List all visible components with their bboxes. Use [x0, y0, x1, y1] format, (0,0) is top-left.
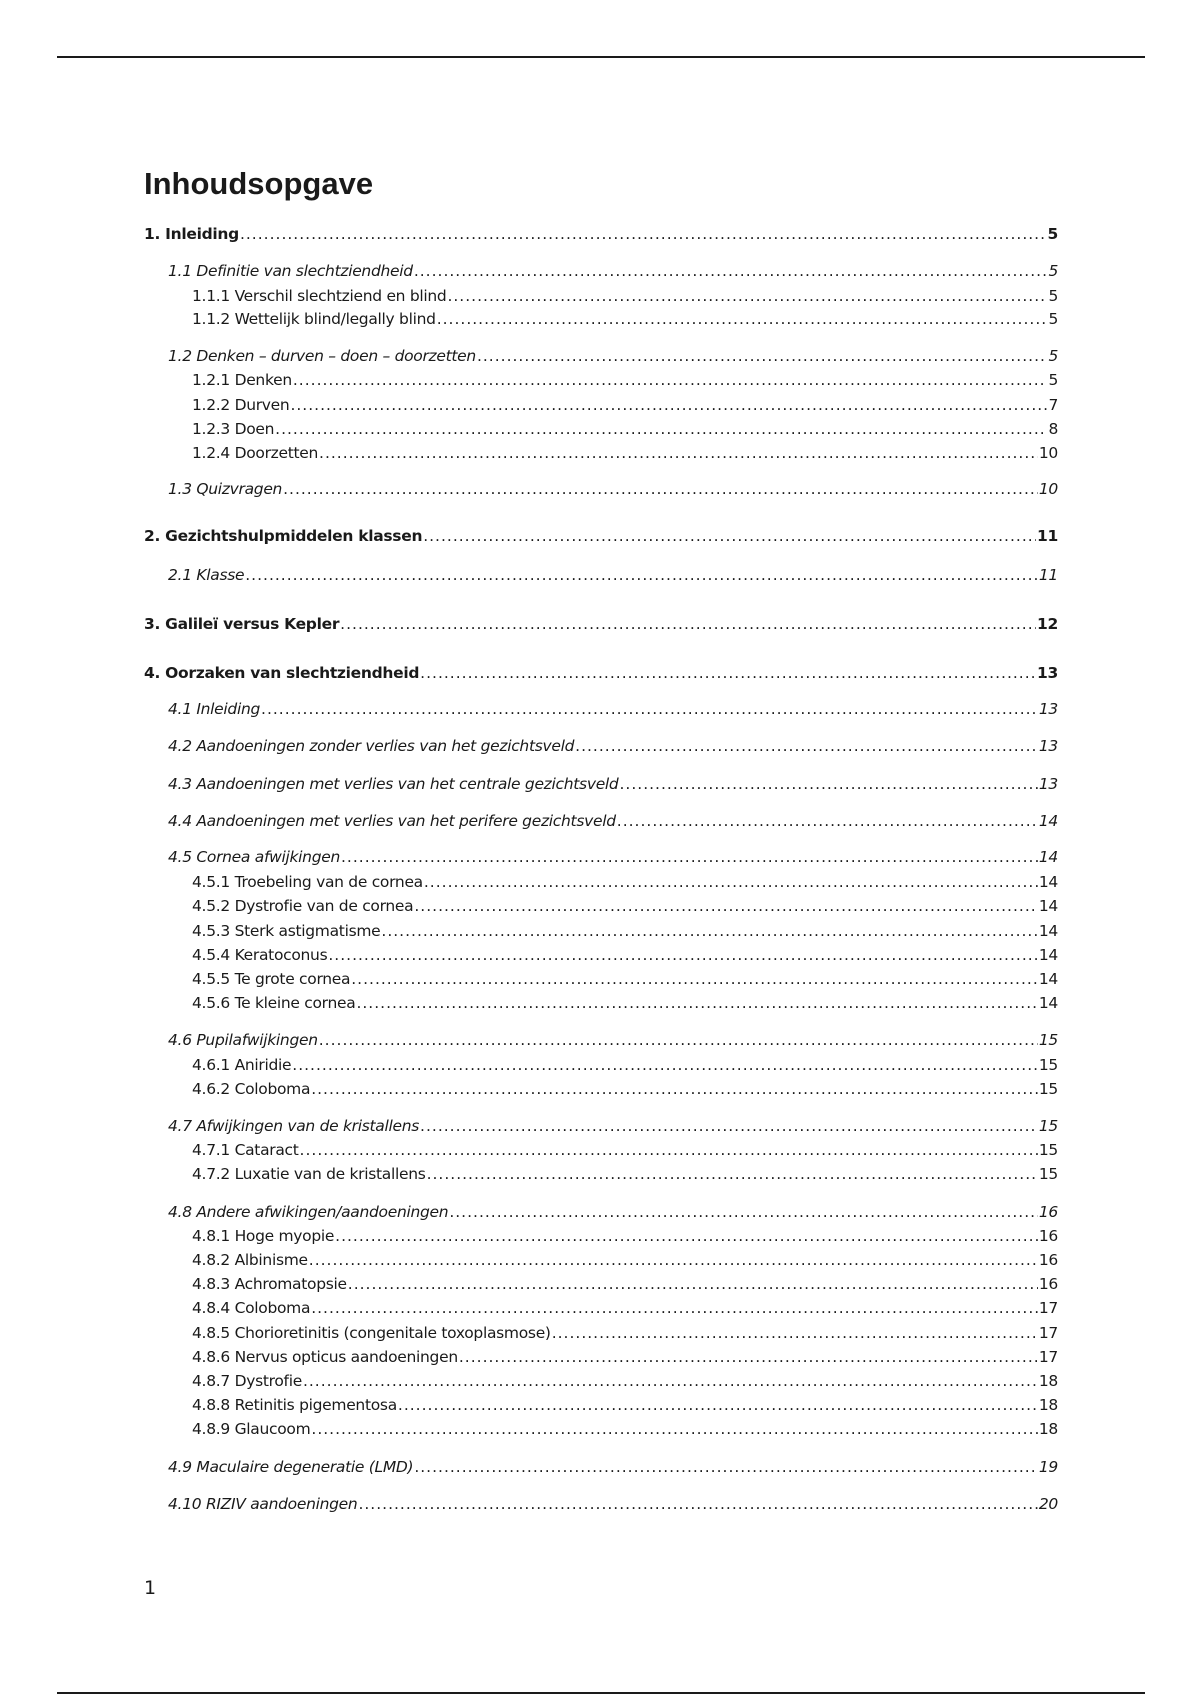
toc-entry-level-3[interactable]: [192, 970, 1058, 992]
toc-entry-label: 1. Inleiding: [144, 225, 239, 243]
dot-leader: [319, 1031, 1038, 1049]
toc-entry-level-2[interactable]: [168, 1117, 1058, 1139]
dot-leader: [292, 1056, 1038, 1074]
dot-leader: [311, 1299, 1038, 1317]
toc-entry-label: 4.8.3 Achromatopsie: [192, 1275, 347, 1293]
dot-leader: [420, 664, 1036, 682]
dot-leader: [420, 1117, 1038, 1135]
toc-entry-page: 17: [1038, 1324, 1058, 1342]
toc-entry-label: 4.8.9 Glaucoom: [192, 1420, 311, 1438]
dot-leader: [340, 615, 1036, 633]
toc-entry-page: 5: [1048, 287, 1058, 305]
toc-entry-label: 4.6.1 Aniridie: [192, 1056, 292, 1074]
toc-entry-page: 15: [1038, 1117, 1058, 1135]
toc-entry-label: 1.2.3 Doen: [192, 420, 275, 438]
toc-entry-page: 15: [1038, 1165, 1058, 1183]
dot-leader: [290, 396, 1047, 414]
toc-entry-label: 3. Galileï versus Kepler: [144, 615, 340, 633]
page-number: 1: [144, 1577, 157, 1599]
toc-entry-level-2[interactable]: [168, 1203, 1058, 1225]
toc-entry-label: 4.5.4 Keratoconus: [192, 946, 328, 964]
dot-leader: [449, 1203, 1038, 1221]
dot-leader: [414, 897, 1038, 915]
toc-entry-label: 4.8.1 Hoge myopie: [192, 1227, 335, 1245]
toc-entry-page: 14: [1038, 994, 1058, 1012]
toc-entry-level-2[interactable]: [168, 480, 1058, 502]
dot-leader: [447, 287, 1047, 305]
dot-leader: [552, 1324, 1038, 1342]
dot-leader: [275, 420, 1047, 438]
toc-entry-page: 14: [1038, 897, 1058, 915]
toc-entry-level-2[interactable]: [168, 1495, 1058, 1517]
toc-entry-level-3[interactable]: [192, 1299, 1058, 1321]
toc-entry-label: 4.5.6 Te kleine cornea: [192, 994, 356, 1012]
toc-entry-level-3[interactable]: [192, 1396, 1058, 1418]
toc-entry-level-3[interactable]: [192, 420, 1058, 442]
toc-entry-label: 2. Gezichtshulpmiddelen klassen: [144, 527, 423, 545]
dot-leader: [617, 812, 1038, 830]
dot-leader: [300, 1141, 1038, 1159]
toc-entry-label: 4.1 Inleiding: [168, 700, 261, 718]
toc-entry-page: 11: [1037, 527, 1058, 545]
toc-entry-page: 10: [1038, 444, 1058, 462]
toc-entry-page: 13: [1037, 664, 1058, 682]
dot-leader: [261, 700, 1038, 718]
footer-rule: [57, 1692, 1145, 1694]
toc-entry-page: 16: [1038, 1275, 1058, 1293]
toc-entry-level-1[interactable]: [144, 615, 1058, 637]
toc-entry-label: 4.8.4 Coloboma: [192, 1299, 311, 1317]
toc-entry-label: 1.2.1 Denken: [192, 371, 292, 389]
dot-leader: [341, 848, 1038, 866]
toc-entry-level-3[interactable]: [192, 1251, 1058, 1273]
toc-entry-level-3[interactable]: [192, 1141, 1058, 1163]
dot-leader: [619, 775, 1037, 793]
dot-leader: [423, 527, 1036, 545]
dot-leader: [245, 566, 1038, 584]
dot-leader: [414, 262, 1048, 280]
toc-entry-label: 4.8.7 Dystrofie: [192, 1372, 302, 1390]
toc-entry-label: 4.7.2 Luxatie van de kristallens: [192, 1165, 426, 1183]
toc-entry-label: 4.4 Aandoeningen met verlies van het perifere gezichtsveld: [168, 812, 616, 830]
toc-entry-label: 4. Oorzaken van slechtziendheid: [144, 664, 420, 682]
toc-entry-page: 5: [1048, 310, 1058, 328]
toc-entry-label: 4.5.3 Sterk astigmatisme: [192, 922, 381, 940]
toc-entry-page: 5: [1047, 225, 1058, 243]
toc-entry-label: 4.8.6 Nervus opticus aandoeningen: [192, 1348, 458, 1366]
dot-leader: [311, 1080, 1038, 1098]
toc-entry-level-3[interactable]: [192, 946, 1058, 968]
toc-entry-page: 13: [1038, 775, 1058, 793]
dot-leader: [335, 1227, 1038, 1245]
toc-entry-level-3[interactable]: [192, 1275, 1058, 1297]
toc-entry-level-1[interactable]: [144, 225, 1058, 247]
toc-entry-label: 4.3 Aandoeningen met verlies van het centrale gezichtsveld: [168, 775, 619, 793]
toc-entry-level-2[interactable]: [168, 700, 1058, 722]
toc-entry-label: 4.8.5 Chorioretinitis (congenitale toxoplasmose): [192, 1324, 551, 1342]
dot-leader: [356, 994, 1037, 1012]
toc-entry-page: 20: [1038, 1495, 1058, 1513]
toc-entry-page: 14: [1038, 922, 1058, 940]
toc-entry-level-2[interactable]: [168, 1458, 1058, 1480]
toc-entry-label: 4.5 Cornea afwijkingen: [168, 848, 340, 866]
toc-entry-level-1[interactable]: [144, 664, 1058, 686]
toc-entry-page: 18: [1038, 1420, 1058, 1438]
toc-entry-page: 16: [1038, 1203, 1058, 1221]
dot-leader: [311, 1420, 1037, 1438]
toc-entry-label: 1.1.2 Wettelijk blind/legally blind: [192, 310, 436, 328]
toc-entry-label: 1.1.1 Verschil slechtziend en blind: [192, 287, 447, 305]
toc-entry-level-3[interactable]: [192, 444, 1058, 466]
dot-leader: [427, 1165, 1038, 1183]
toc-entry-label: 4.8 Andere afwikingen/aandoeningen: [168, 1203, 449, 1221]
toc-entry-level-2[interactable]: [168, 566, 1058, 588]
toc-entry-page: 14: [1038, 812, 1058, 830]
toc-entry-page: 14: [1038, 970, 1058, 988]
toc-entry-page: 17: [1038, 1299, 1058, 1317]
toc-entry-level-2[interactable]: [168, 737, 1058, 759]
toc-entry-level-3[interactable]: [192, 1348, 1058, 1370]
toc-entry-label: 4.5.1 Troebeling van de cornea: [192, 873, 423, 891]
dot-leader: [424, 873, 1038, 891]
toc-entry-label: 4.7.1 Cataract: [192, 1141, 299, 1159]
toc-entry-page: 14: [1038, 873, 1058, 891]
toc-entry-page: 13: [1038, 700, 1058, 718]
dot-leader: [477, 347, 1048, 365]
dot-leader: [437, 310, 1048, 328]
toc-entry-label: 1.3 Quizvragen: [168, 480, 283, 498]
dot-leader: [358, 1495, 1037, 1513]
toc-entry-level-2[interactable]: [168, 262, 1058, 284]
toc-entry-label: 4.6 Pupilafwijkingen: [168, 1031, 318, 1049]
toc-entry-label: 4.10 RIZIV aandoeningen: [168, 1495, 358, 1513]
toc-entry-page: 14: [1038, 946, 1058, 964]
toc-entry-label: 1.2.2 Durven: [192, 396, 290, 414]
dot-leader: [303, 1372, 1038, 1390]
toc-entry-level-3[interactable]: [192, 873, 1058, 895]
dot-leader: [319, 444, 1038, 462]
toc-entry-label: 4.7 Afwijkingen van de kristallens: [168, 1117, 420, 1135]
toc-entry-level-3[interactable]: [192, 310, 1058, 332]
toc-entry-page: 11: [1038, 566, 1058, 584]
toc-entry-page: 10: [1038, 480, 1058, 498]
dot-leader: [351, 970, 1038, 988]
toc-entry-level-3[interactable]: [192, 1324, 1058, 1346]
toc-entry-page: 12: [1037, 615, 1058, 633]
toc-entry-level-1[interactable]: [144, 527, 1058, 549]
toc-entry-level-3[interactable]: [192, 897, 1058, 919]
toc-entry-page: 16: [1038, 1251, 1058, 1269]
toc-entry-page: 15: [1038, 1056, 1058, 1074]
toc-entry-level-2[interactable]: [168, 775, 1058, 797]
toc-entry-label: 1.2.4 Doorzetten: [192, 444, 319, 462]
toc-entry-page: 18: [1038, 1396, 1058, 1414]
toc-entry-page: 13: [1038, 737, 1058, 755]
toc-entry-label: 1.1 Definitie van slechtziendheid: [168, 262, 413, 280]
toc-entry-label: 4.5.2 Dystrofie van de cornea: [192, 897, 414, 915]
toc-entry-label: 4.8.2 Albinisme: [192, 1251, 308, 1269]
toc-entry-page: 19: [1038, 1458, 1058, 1476]
toc-entry-page: 8: [1048, 420, 1058, 438]
toc-entry-page: 5: [1048, 262, 1058, 280]
toc-entry-level-3[interactable]: [192, 1227, 1058, 1249]
dot-leader: [293, 371, 1048, 389]
toc-entry-page: 7: [1048, 396, 1058, 414]
toc-entry-level-3[interactable]: [192, 1420, 1058, 1442]
toc-entry-label: 1.2 Denken – durven – doen – doorzetten: [168, 347, 476, 365]
dot-leader: [328, 946, 1038, 964]
toc-entry-level-3[interactable]: [192, 922, 1058, 944]
dot-leader: [414, 1458, 1038, 1476]
toc-entry-page: 5: [1048, 347, 1058, 365]
toc-entry-level-3[interactable]: [192, 1080, 1058, 1102]
toc-entry-level-3[interactable]: [192, 1372, 1058, 1394]
toc-entry-level-3[interactable]: [192, 396, 1058, 418]
page-title: Inhoudsopgave: [144, 166, 374, 201]
toc-entry-level-3[interactable]: [192, 287, 1058, 309]
toc-entry-level-2[interactable]: [168, 812, 1058, 834]
dot-leader: [459, 1348, 1038, 1366]
toc-entry-page: 15: [1038, 1031, 1058, 1049]
toc-entry-page: 16: [1038, 1227, 1058, 1245]
toc-entry-level-3[interactable]: [192, 1056, 1058, 1078]
dot-leader: [381, 922, 1037, 940]
toc-entry-label: 2.1 Klasse: [168, 566, 245, 584]
dot-leader: [348, 1275, 1038, 1293]
toc-entry-level-2[interactable]: [168, 347, 1058, 369]
dot-leader: [240, 225, 1047, 243]
toc-entry-page: 18: [1038, 1372, 1058, 1390]
toc-entry-label: 4.2 Aandoeningen zonder verlies van het gezichtsveld: [168, 737, 575, 755]
toc-entry-page: 15: [1038, 1080, 1058, 1098]
toc-entry-page: 17: [1038, 1348, 1058, 1366]
dot-leader: [283, 480, 1038, 498]
toc-entry-level-2[interactable]: [168, 1031, 1058, 1053]
toc-entry-label: 4.5.5 Te grote cornea: [192, 970, 351, 988]
dot-leader: [309, 1251, 1038, 1269]
toc-entry-level-2[interactable]: [168, 848, 1058, 870]
toc-entry-page: 14: [1038, 848, 1058, 866]
toc-entry-level-3[interactable]: [192, 994, 1058, 1016]
toc-entry-page: 5: [1048, 371, 1058, 389]
toc-entry-page: 15: [1038, 1141, 1058, 1159]
toc-entry-label: 4.8.8 Retinitis pigementosa: [192, 1396, 397, 1414]
toc-entry-level-3[interactable]: [192, 371, 1058, 393]
toc-entry-level-3[interactable]: [192, 1165, 1058, 1187]
toc-entry-label: 4.9 Maculaire degeneratie (LMD): [168, 1458, 414, 1476]
dot-leader: [398, 1396, 1038, 1414]
toc-entry-label: 4.6.2 Coloboma: [192, 1080, 311, 1098]
dot-leader: [575, 737, 1038, 755]
